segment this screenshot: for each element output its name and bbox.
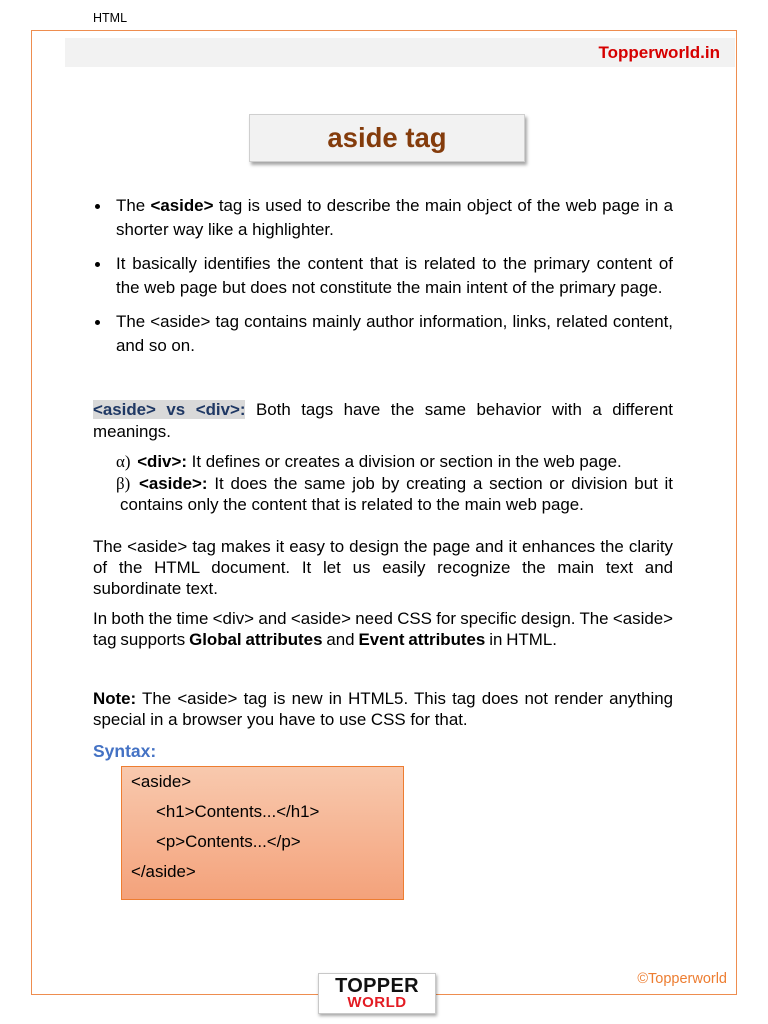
copyright-text: ©Topperworld <box>637 971 727 987</box>
comparison-heading: <aside> vs <div>: <box>93 400 246 419</box>
list-marker: α) <box>116 452 131 471</box>
note-label: Note: <box>93 688 137 708</box>
comparison-list <box>116 451 674 516</box>
syntax-heading: Syntax: <box>93 741 157 761</box>
code-line: <h1>Contents...</h1> <box>156 802 320 821</box>
title-box <box>249 114 525 162</box>
bullet-list <box>116 194 673 368</box>
bullet-icon <box>95 262 100 267</box>
bullet-text: It basically identifies the content that is related to the primary content of the web page but does not constitute the main intent of the primary page. <box>116 254 673 297</box>
bullet-text: The <aside> tag contains mainly author information, links, related content, and so on. <box>116 312 673 355</box>
logo-wordmark-bottom: WORLD <box>347 994 407 1011</box>
list-text: It defines or creates a division or section in the web page. <box>191 452 622 471</box>
list-marker: β) <box>116 473 131 493</box>
code-line: </aside> <box>131 862 196 881</box>
comparison-list-item <box>116 451 673 473</box>
event-attributes-term: Event attributes <box>358 629 486 649</box>
bullet-item <box>116 252 673 299</box>
code-line: <p>Contents...</p> <box>156 832 301 851</box>
header-band <box>65 38 735 67</box>
paragraph-attributes <box>93 608 673 650</box>
comparison-list-item <box>116 473 674 516</box>
paragraph-text: and <box>326 629 355 649</box>
comparison-paragraph <box>93 399 673 443</box>
comparison-text: Both tags have the same behavior with a different meanings. <box>93 400 673 441</box>
site-name: Topperworld.in <box>598 43 720 62</box>
paragraph-text: In both the time <div> and <aside> need CSS for specific design. The <aside> tag supports <box>93 608 673 649</box>
bullet-icon <box>95 204 100 209</box>
note-paragraph <box>93 688 673 730</box>
note-text: The <aside> tag is new in HTML5. This tag does not render anything special in a browser you have to use CSS for that. <box>93 688 674 729</box>
bullet-icon <box>95 320 100 325</box>
bullet-text: tag is used to describe the main object of the web page in a shorter way like a highlighter. <box>116 196 674 239</box>
list-term: <div>: <box>137 452 187 471</box>
code-block <box>121 766 404 900</box>
bullet-keyword: <aside> <box>150 196 214 215</box>
document-section-label: HTML <box>93 11 128 25</box>
paragraph-clarity: The <aside> tag makes it easy to design the page and it enhances the clarity of the HTML document. It let us easily recognize the main text and subordinate text. <box>93 536 673 598</box>
list-term: <aside>: <box>139 473 208 493</box>
paragraph-text: in HTML. <box>489 629 557 649</box>
list-text: It does the same job by creating a section or division but it contains only the content that is related to the main web page. <box>120 473 674 514</box>
code-line: <aside> <box>131 772 192 791</box>
bullet-item <box>116 310 673 357</box>
global-attributes-term: Global attributes <box>189 629 323 649</box>
page-title: aside tag <box>327 122 447 153</box>
brand-logo <box>318 973 436 1014</box>
logo-wordmark-top: TOPPER <box>335 975 419 997</box>
bullet-text: The <box>116 196 146 215</box>
bullet-item <box>116 194 673 241</box>
